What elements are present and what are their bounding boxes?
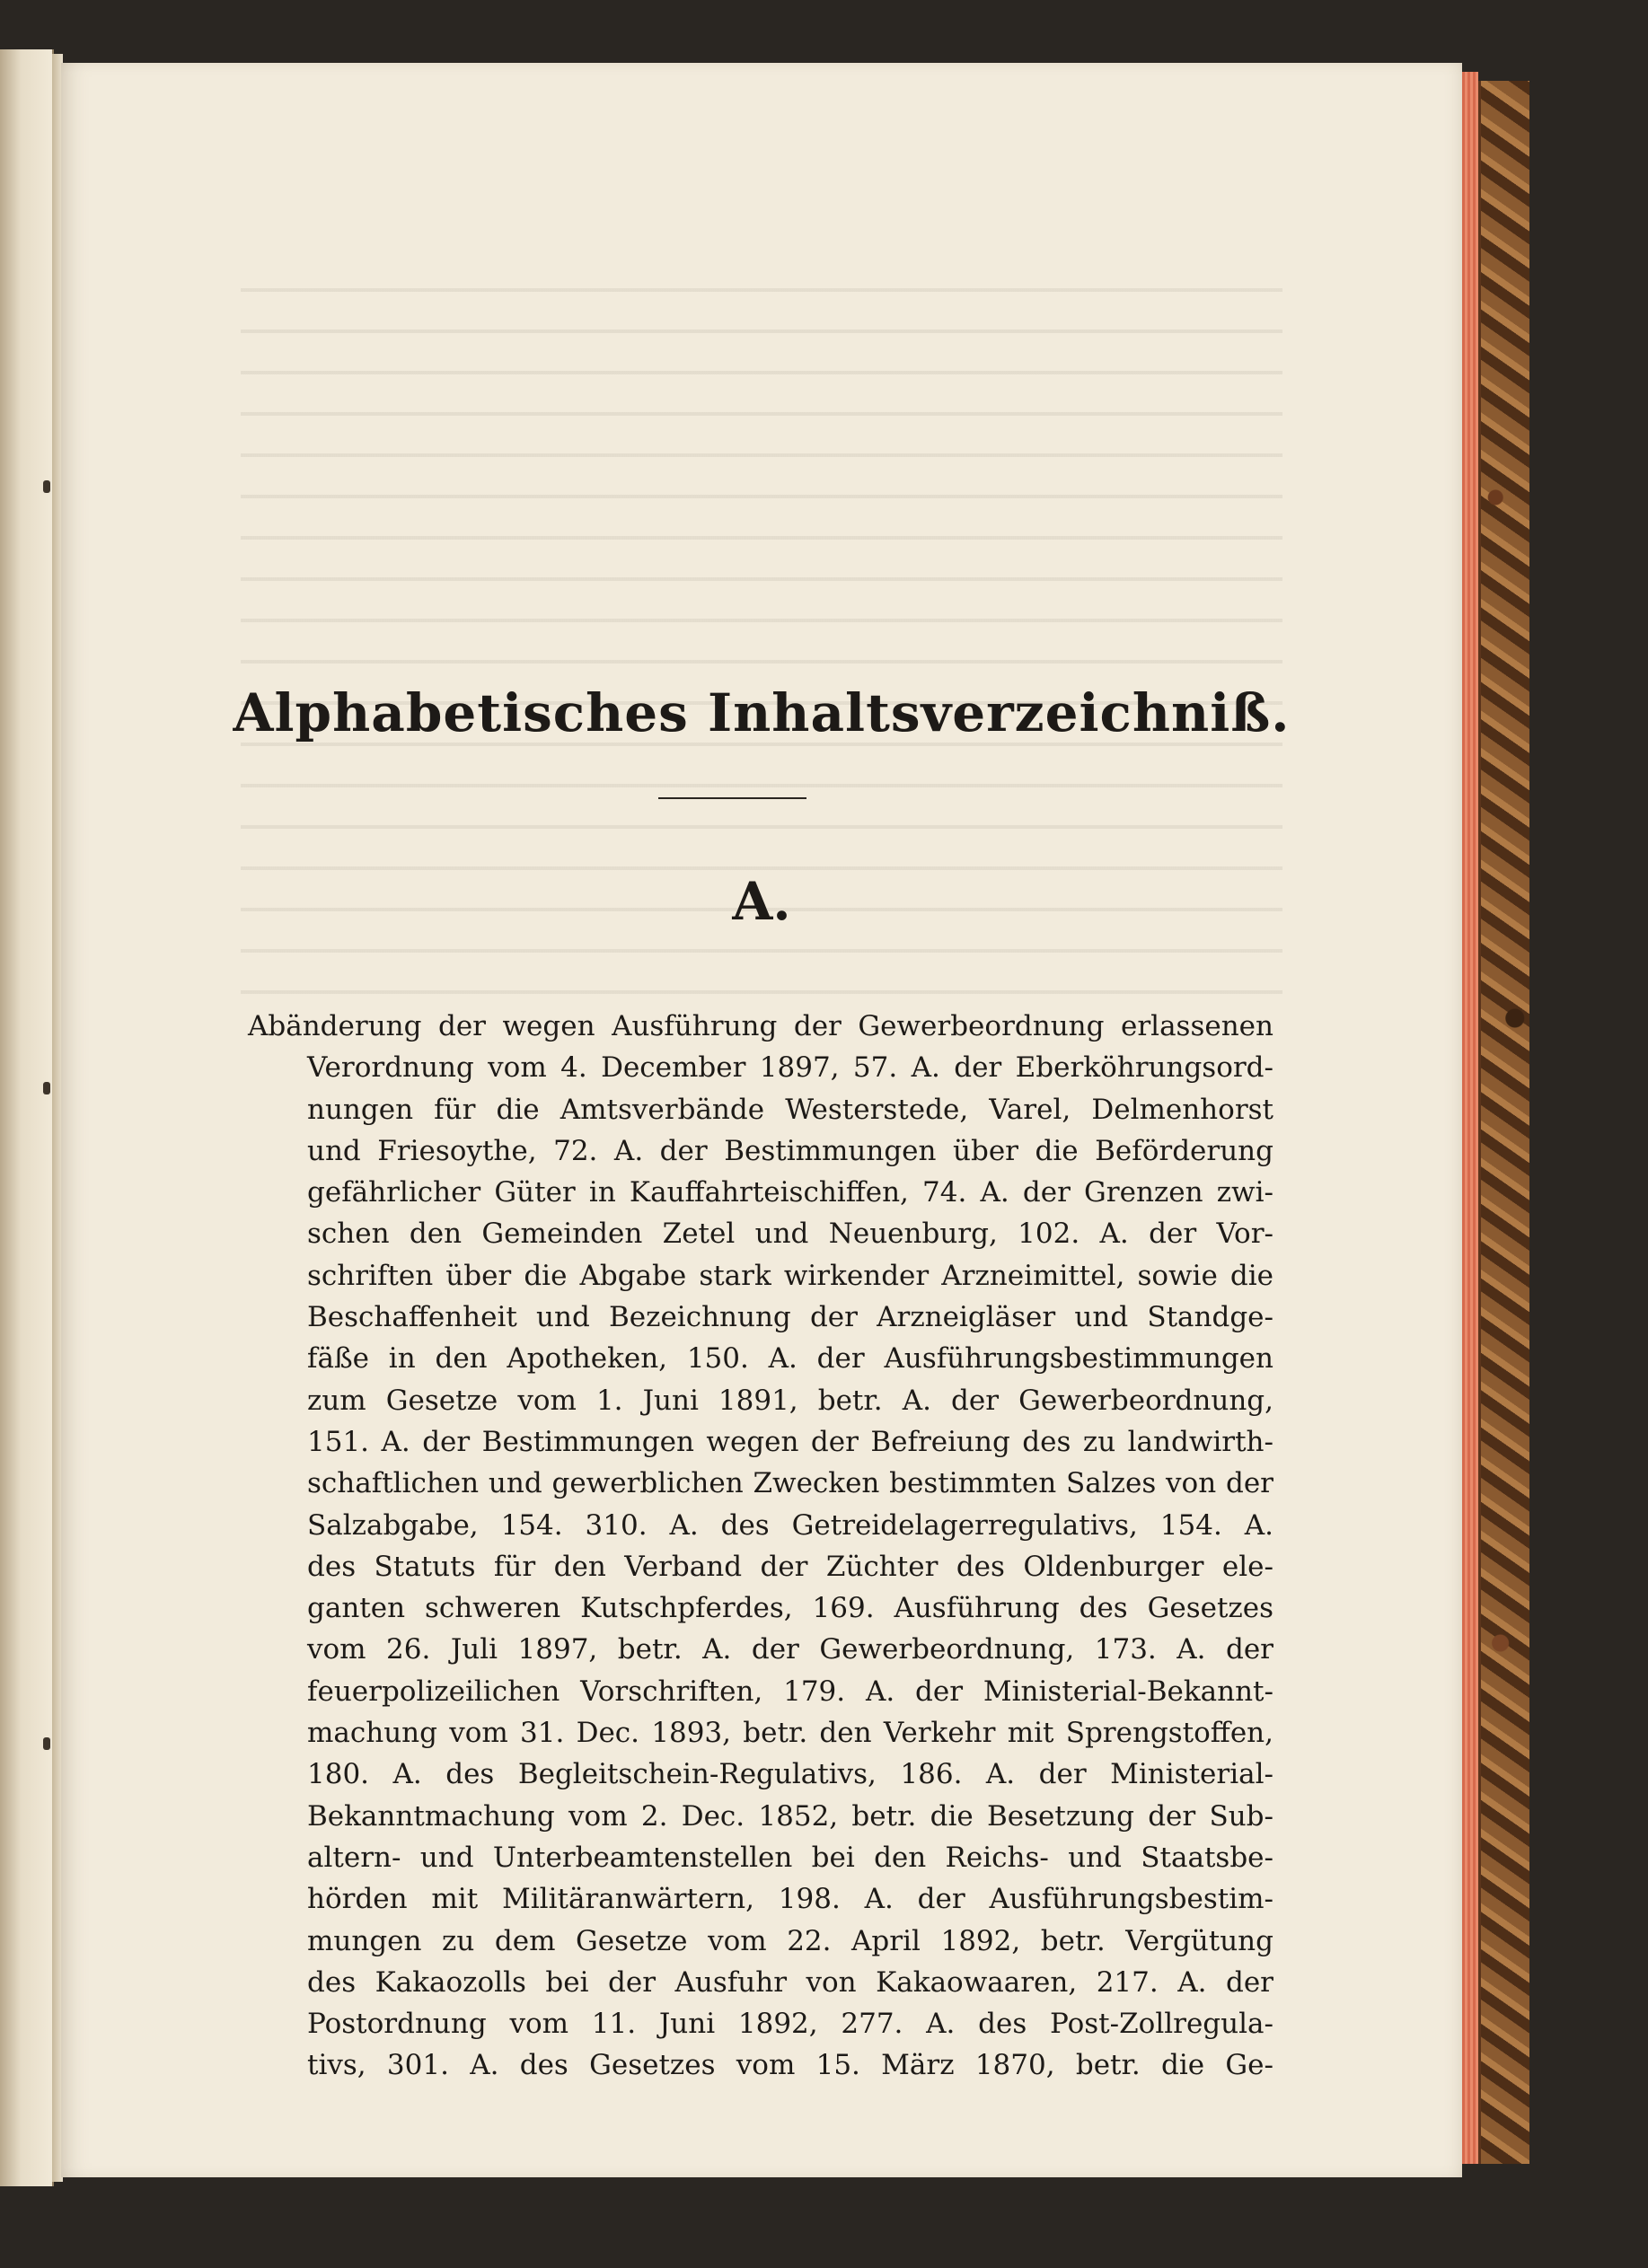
entry-line: Beschaffenheit und Bezeichnung der Arzneigläser und Standge- bbox=[307, 1301, 1273, 1334]
page-block-edge bbox=[1462, 72, 1478, 2164]
entry-line: des Statuts für den Verband der Züchter des Oldenburger ele- bbox=[307, 1550, 1273, 1583]
marbled-cover-edge bbox=[1478, 81, 1529, 2164]
index-entry bbox=[248, 1006, 1273, 2087]
entry-line: Abänderung der wegen Ausführung der Gewerbeordnung erlassenen bbox=[248, 1010, 1273, 1042]
entry-line: 180. A. des Begleitschein-Regulativs, 186. A. der Ministerial- bbox=[307, 1758, 1273, 1791]
binding-mark bbox=[43, 480, 50, 493]
entry-line: ganten schweren Kutschpferdes, 169. Ausführung des Gesetzes bbox=[307, 1592, 1273, 1625]
title-rule bbox=[658, 797, 806, 799]
entry-line: schaftlichen und gewerblichen Zwecken bestimmten Salzes von der bbox=[307, 1467, 1273, 1500]
entry-line: feuerpolizeilichen Vorschriften, 179. A. der Ministerial-Bekannt- bbox=[307, 1675, 1273, 1708]
binding-mark bbox=[43, 1737, 50, 1750]
entry-line: zum Gesetze vom 1. Juni 1891, betr. A. der Gewerbeordnung, bbox=[307, 1384, 1273, 1417]
entry-line: schriften über die Abgabe stark wirkender Arzneimittel, sowie die bbox=[307, 1259, 1273, 1292]
entry-line: nungen für die Amtsverbände Westerstede, Varel, Delmenhorst bbox=[307, 1093, 1273, 1126]
entry-line: machung vom 31. Dec. 1893, betr. den Verkehr mit Sprengstoffen, bbox=[307, 1717, 1273, 1750]
entry-line: Bekanntmachung vom 2. Dec. 1852, betr. die Besetzung der Sub- bbox=[307, 1799, 1273, 1833]
entry-line: und Friesoythe, 72. A. der Bestimmungen über die Beförderung bbox=[307, 1134, 1273, 1167]
entry-line: hörden mit Militäranwärtern, 198. A. der Ausführungsbestim- bbox=[307, 1883, 1273, 1916]
entry-line: altern- und Unterbeamtenstellen bei den Reichs- und Staatsbe- bbox=[307, 1841, 1273, 1874]
entry-line: vom 26. Juli 1897, betr. A. der Gewerbeordnung, 173. A. der bbox=[307, 1633, 1273, 1666]
entry-line: tivs, 301. A. des Gesetzes vom 15. März 1870, betr. die Ge- bbox=[307, 2049, 1273, 2082]
right-page bbox=[61, 63, 1462, 2177]
left-page-edge bbox=[0, 49, 54, 2186]
entry-line: schen den Gemeinden Zetel und Neuenburg, 102. A. der Vor- bbox=[307, 1218, 1273, 1251]
entry-line: fäße in den Apotheken, 150. A. der Ausführungsbestimmungen bbox=[307, 1342, 1273, 1376]
entry-line: 151. A. der Bestimmungen wegen der Befreiung des zu landwirth- bbox=[307, 1425, 1273, 1458]
binding-mark bbox=[43, 1082, 50, 1094]
entry-line: gefährlicher Güter in Kauffahrteischiffen, 74. A. der Grenzen zwi- bbox=[307, 1176, 1273, 1209]
section-letter: A. bbox=[732, 871, 791, 932]
page-content bbox=[61, 63, 1462, 2177]
entry-line: des Kakaozolls bei der Ausfuhr von Kakaowaaren, 217. A. der bbox=[307, 1965, 1273, 1999]
entry-line: Salzabgabe, 154. 310. A. des Getreidelagerregulativs, 154. A. bbox=[307, 1508, 1273, 1542]
page-title: Alphabetisches Inhaltsverzeichniß. bbox=[233, 682, 1291, 743]
entry-line: Verordnung vom 4. December 1897, 57. A. der Eberköhrungsord- bbox=[307, 1051, 1273, 1085]
entry-line: mungen zu dem Gesetze vom 22. April 1892, betr. Vergütung bbox=[307, 1924, 1273, 1957]
entry-line: Postordnung vom 11. Juni 1892, 277. A. des Post-Zollregula- bbox=[307, 2008, 1273, 2041]
